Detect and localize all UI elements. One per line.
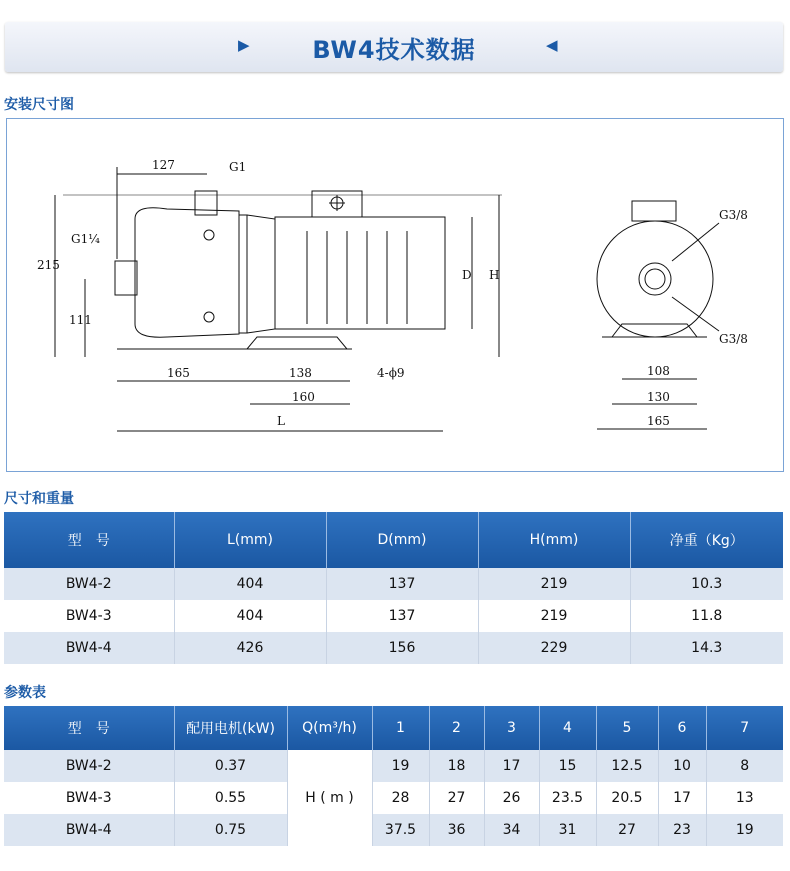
cell: 0.75 [174, 814, 287, 846]
cell: 156 [326, 632, 478, 664]
cell: 23.5 [539, 782, 596, 814]
dim-L: L [277, 414, 285, 428]
param-header: 4 [539, 706, 596, 750]
flange [239, 215, 247, 333]
pump-body [135, 208, 239, 337]
size-header: 型 号 [4, 512, 174, 568]
dim-D: D [462, 268, 472, 282]
table-row [4, 568, 783, 600]
cell: 27 [596, 814, 658, 846]
bracket [247, 215, 275, 333]
title-banner [5, 22, 783, 72]
base [247, 337, 347, 349]
param-header: 2 [429, 706, 484, 750]
dim-H: H [489, 268, 500, 282]
param-table [4, 706, 783, 846]
size-header: D(mm) [326, 512, 478, 568]
size-header: L(mm) [174, 512, 326, 568]
section-size: 尺寸和重量 [4, 491, 74, 507]
cell: 17 [658, 782, 706, 814]
outlet-port [195, 191, 217, 215]
dim-127: 127 [152, 158, 175, 172]
page-title: BW4技术数据 [312, 36, 476, 64]
cell: 12.5 [596, 750, 658, 782]
arrow-left-icon: ◀ [546, 36, 558, 54]
size-table [4, 512, 783, 664]
dim-160: 160 [292, 390, 315, 404]
dim-108: 108 [647, 364, 670, 378]
cell: 404 [174, 600, 326, 632]
cell: 13 [706, 782, 783, 814]
dim-111: 111 [69, 313, 92, 327]
table-row [4, 632, 783, 664]
size-header: 净重（Kg） [630, 512, 783, 568]
dim-215: 215 [37, 258, 60, 272]
cell: BW4-4 [4, 632, 174, 664]
dim-165a: 165 [167, 366, 190, 380]
motor [275, 217, 445, 329]
cell: 10 [658, 750, 706, 782]
label-g38-bottom: G3/8 [719, 332, 748, 346]
cell: BW4-2 [4, 568, 174, 600]
cell: 229 [478, 632, 630, 664]
h-unit-cell: H ( m ) [287, 750, 372, 846]
arrow-right-icon: ▶ [238, 36, 250, 54]
label-g38-top: G3/8 [719, 208, 748, 222]
table-row [4, 600, 783, 632]
cell: 426 [174, 632, 326, 664]
dim-4phi9: 4-ϕ9 [377, 366, 405, 380]
cell: 17 [484, 750, 539, 782]
param-header: 6 [658, 706, 706, 750]
dim-130: 130 [647, 390, 670, 404]
cell: 36 [429, 814, 484, 846]
cell: 23 [658, 814, 706, 846]
cell: 11.8 [630, 600, 783, 632]
table-row [4, 782, 783, 814]
cell: 219 [478, 600, 630, 632]
cell: 26 [484, 782, 539, 814]
section-params: 参数表 [4, 685, 46, 701]
table-row [4, 750, 783, 782]
param-header: 配用电机(kW) [174, 706, 287, 750]
dim-138: 138 [289, 366, 312, 380]
cell: 404 [174, 568, 326, 600]
cell: 34 [484, 814, 539, 846]
param-header: 1 [372, 706, 429, 750]
drawing-frame [6, 118, 784, 472]
cell: 137 [326, 568, 478, 600]
front-view [597, 221, 713, 337]
cell: BW4-3 [4, 782, 174, 814]
cell: 28 [372, 782, 429, 814]
cell: 0.37 [174, 750, 287, 782]
cell: 19 [372, 750, 429, 782]
cell: BW4-4 [4, 814, 174, 846]
inlet-port [115, 261, 137, 295]
cell: BW4-2 [4, 750, 174, 782]
cell: 20.5 [596, 782, 658, 814]
cell: 31 [539, 814, 596, 846]
cell: 19 [706, 814, 783, 846]
table-row [4, 814, 783, 846]
cell: BW4-3 [4, 600, 174, 632]
pump-drawing [7, 119, 783, 471]
param-header: 3 [484, 706, 539, 750]
cell: 27 [429, 782, 484, 814]
cell: 15 [539, 750, 596, 782]
param-header: 5 [596, 706, 658, 750]
cell: 10.3 [630, 568, 783, 600]
param-header: 型 号 [4, 706, 174, 750]
section-install: 安装尺寸图 [4, 97, 74, 113]
size-header: H(mm) [478, 512, 630, 568]
cell: 219 [478, 568, 630, 600]
label-g1: G1 [229, 160, 247, 174]
param-header: 7 [706, 706, 783, 750]
cell: 14.3 [630, 632, 783, 664]
cell: 37.5 [372, 814, 429, 846]
dim-165b: 165 [647, 414, 670, 428]
cell: 8 [706, 750, 783, 782]
cell: 0.55 [174, 782, 287, 814]
cell: 137 [326, 600, 478, 632]
label-g114: G1¼ [71, 232, 100, 246]
param-header: Q(m³/h) [287, 706, 372, 750]
cell: 18 [429, 750, 484, 782]
